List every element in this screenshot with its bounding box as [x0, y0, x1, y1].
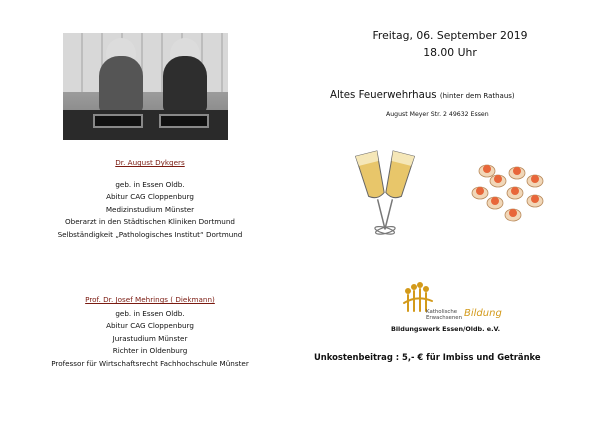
dykgers-bio: [0, 157, 300, 242]
champagne-glasses-image: [355, 145, 415, 245]
event-time: 18.00 Uhr: [423, 46, 477, 59]
dykgers-name: Dr. August Dykgers: [115, 158, 185, 167]
mehrings-line: Jurastudium Münster: [112, 333, 188, 343]
event-datetime: [300, 27, 600, 61]
mehrings-line: Professor für Wirtschaftsrecht Fachhochschule Münster: [51, 358, 249, 368]
event-date: Freitag, 06. September 2019: [372, 29, 528, 42]
venue-address: August Meyer Str. 2 49632 Essen: [386, 111, 489, 118]
dykgers-line: Selbständigkeit „Pathologisches Institut“ Dortmund: [57, 229, 243, 239]
dykgers-line: Medizinstudium Münster: [105, 204, 195, 214]
mehrings-line: geb. in Essen Oldb.: [115, 308, 185, 318]
canapes-image: [465, 153, 555, 233]
mehrings-bio: [0, 294, 300, 371]
logo-line2: Erwachsenen: [426, 314, 462, 321]
dykgers-line: Oberarzt in den Städtischen Kliniken Dortmund: [65, 217, 235, 227]
mehrings-name: Prof. Dr. Josef Mehrings ( Diekmann): [85, 295, 215, 304]
logo-line1: Katholische: [426, 309, 458, 315]
venue-name: Altes Feuerwehrhaus: [330, 90, 437, 101]
dykgers-line: Abitur CAG Cloppenburg: [106, 192, 194, 202]
logo-word: Bildung: [464, 308, 502, 319]
mehrings-line: Richter in Oldenburg: [112, 346, 188, 356]
cost-contribution: Unkostenbeitrag : 5,- € für Imbiss und Getränke: [314, 352, 541, 362]
childhood-photo: [63, 33, 228, 140]
organization-name: Bildungswerk Essen/Oldb. e.V.: [391, 325, 501, 333]
logo-wordmark: [426, 308, 502, 322]
mehrings-line: Abitur CAG Cloppenburg: [106, 321, 194, 331]
dykgers-line: geb. in Essen Oldb.: [115, 179, 185, 189]
venue-note: (hinter dem Rathaus): [439, 92, 515, 100]
venue: [330, 90, 515, 101]
